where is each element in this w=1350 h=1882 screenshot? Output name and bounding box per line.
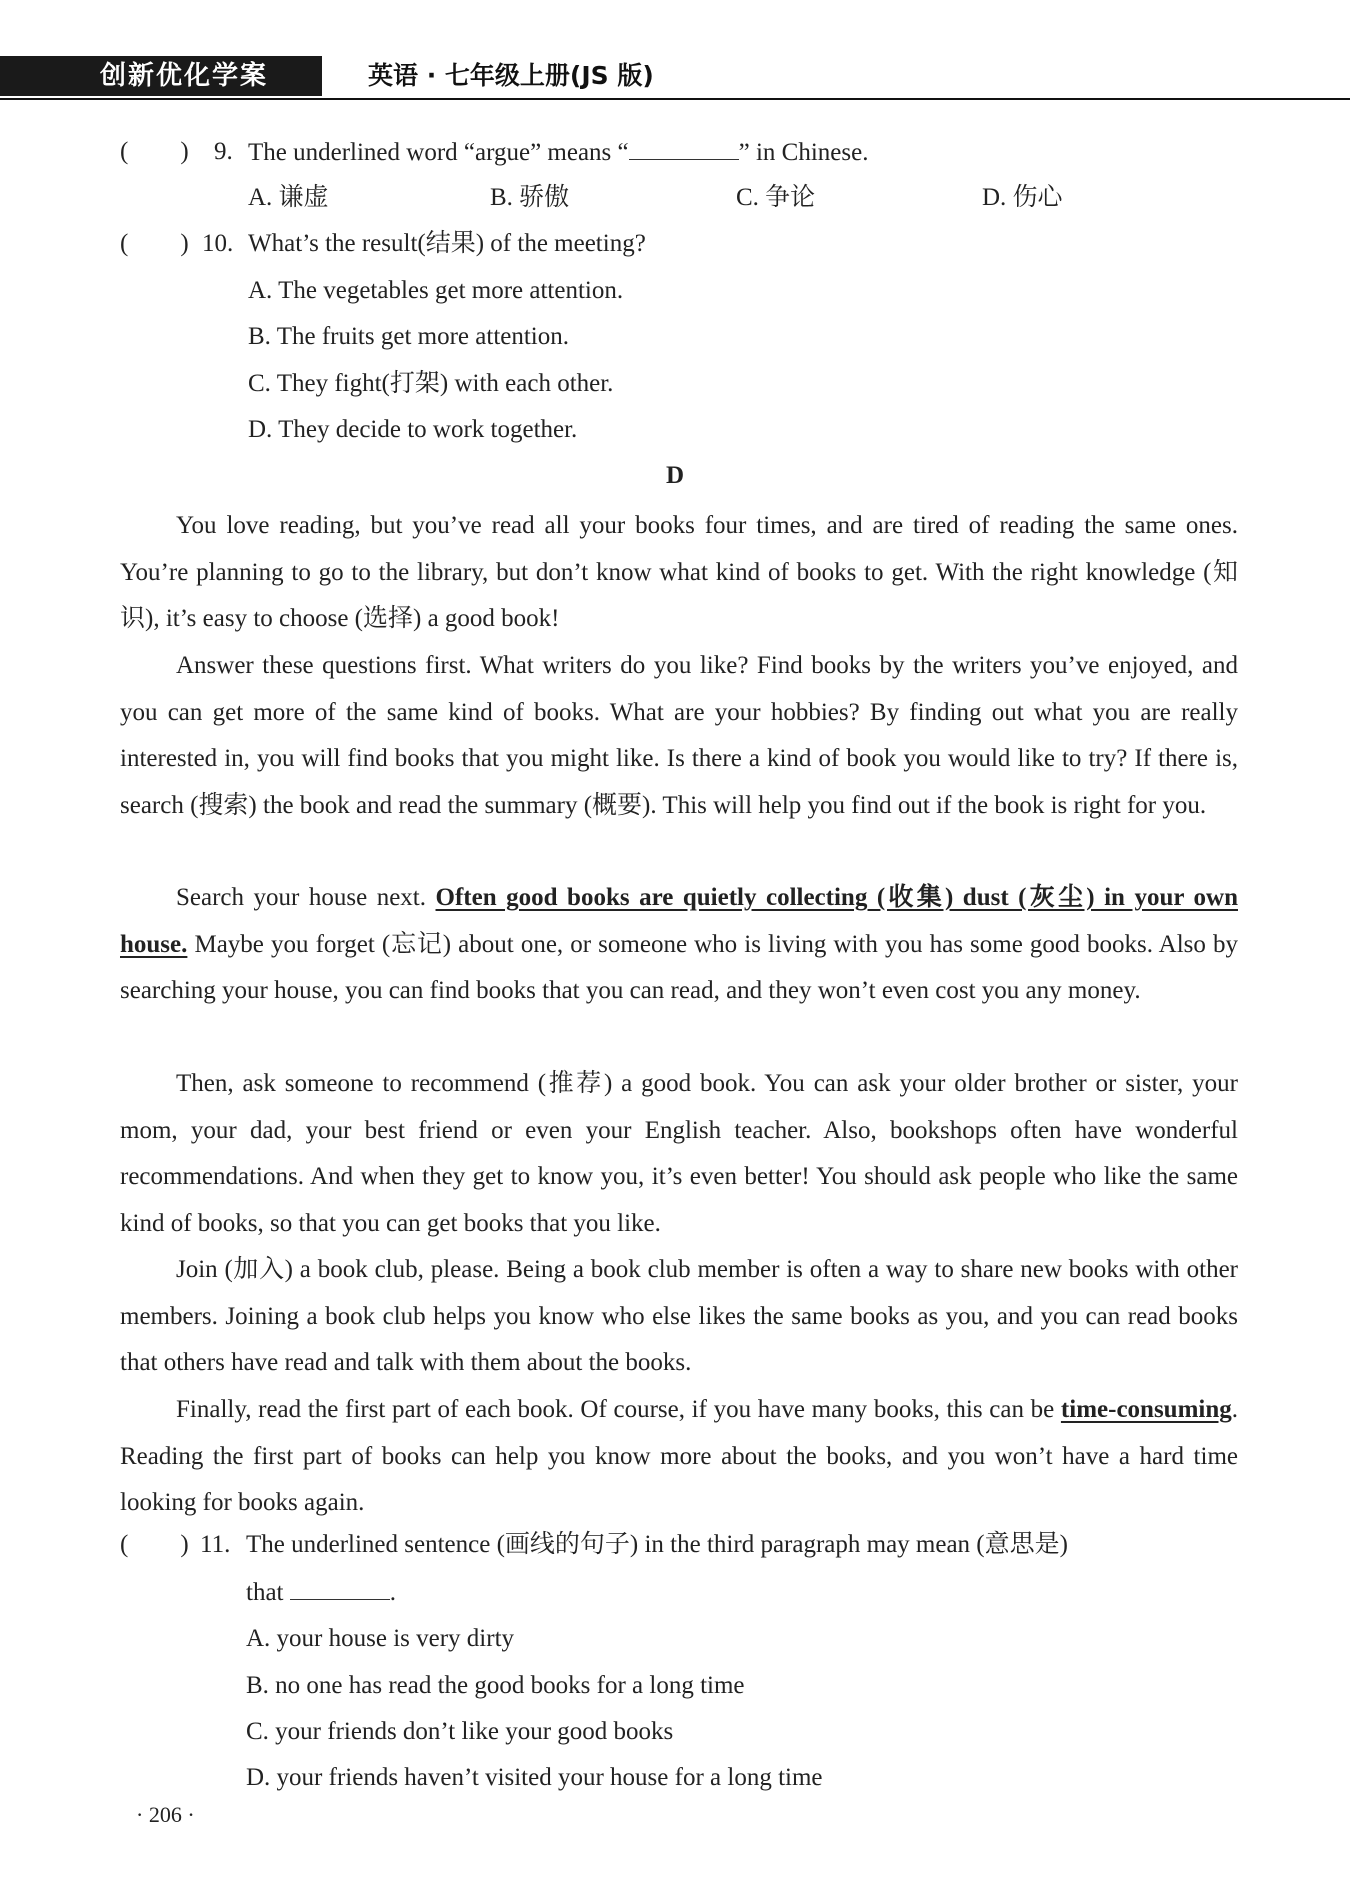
question-11-continued: that . xyxy=(246,1579,396,1606)
option-d: D. 伤心 xyxy=(982,184,1063,211)
option-b: B. The fruits get more attention. xyxy=(248,323,569,350)
question-number: 9. xyxy=(214,138,233,165)
option-c: C. 争论 xyxy=(736,184,816,211)
passage-title: D xyxy=(666,462,685,489)
option-a: A. 谦虚 xyxy=(248,184,329,211)
question-number: 10. xyxy=(202,230,234,257)
option-d: D. They decide to work together. xyxy=(248,416,578,443)
question-number: 11. xyxy=(200,1531,231,1558)
paragraph-2: Answer these questions first. What writers do you like? Find books by the writers you’ve enjoyed, and you can get more of the same kind of books. What are your hobbies? By finding out what you are really interested in, you will find books that you might like. Is there a kind of book you would like to try? If there is, search (搜索) the book and read the summary (概要). This will help you find out if the book is right for you. xyxy=(120,652,1238,819)
paragraph-6: Finally, read the first part of each book. Of course, if you have many books, this can be time-consuming. Reading the first part of books can help you know more about the books, and you won’t have a hard time looking for books again. xyxy=(120,1396,1238,1517)
answer-blank xyxy=(629,137,739,160)
paragraph-4: Then, ask someone to recommend (推荐) a good book. You can ask your older brother or sister, your mom, your dad, your best friend or even your English teacher. Also, bookshops often have wonderful recommendations. And when they get to know you, it’s even better! You should ask people who like the same kind of books, so that you can get books that you like. xyxy=(120,1070,1238,1237)
underlined-word: time-consuming xyxy=(1060,1396,1232,1423)
answer-bracket: ( ) xyxy=(120,138,189,165)
book-title: 英语 · 七年级上册(JS 版) xyxy=(368,61,654,90)
answer-bracket: ( ) xyxy=(120,230,189,257)
option-b: B. 骄傲 xyxy=(490,184,570,211)
option-c: C. your friends don’t like your good books xyxy=(246,1718,674,1745)
page-header xyxy=(0,56,1350,100)
question-text: The underlined word “argue” means “ ” in Chinese. xyxy=(248,139,869,166)
option-d: D. your friends haven’t visited your house for a long time xyxy=(246,1764,823,1791)
option-a: A. your house is very dirty xyxy=(246,1625,515,1652)
option-c: C. They fight(打架) with each other. xyxy=(248,370,614,397)
underlined-sentence: Often good books are quietly collecting (收集) dust (灰尘) in your own house. xyxy=(120,884,1238,958)
paragraph-3: Search your house next. Often good books are quietly collecting (收集) dust (灰尘) in your own house. Maybe you forget (忘记) about one, or someone who is living with you has some good books. Also by searching your house, you can find books that you can read, and they won’t even cost you any money. xyxy=(120,884,1238,1005)
brand-logo: 创新优化学案 xyxy=(0,56,322,96)
option-b: B. no one has read the good books for a long time xyxy=(246,1672,745,1699)
question-text: What’s the result(结果) of the meeting? xyxy=(248,230,646,257)
page-number: · 206 · xyxy=(136,1802,195,1827)
answer-bracket: ( ) xyxy=(120,1531,189,1558)
option-a: A. The vegetables get more attention. xyxy=(248,277,624,304)
question-text: The underlined sentence (画线的句子) in the third paragraph may mean (意思是) xyxy=(246,1531,1068,1558)
answer-blank xyxy=(290,1577,390,1600)
paragraph-5: Join (加入) a book club, please. Being a book club member is often a way to share new books with other members. Joining a book club helps you know who else likes the same books as you, and you can read books that others have read and talk with them about the books. xyxy=(120,1256,1238,1377)
paragraph-1: You love reading, but you’ve read all your books four times, and are tired of reading the same ones. You’re planning to go to the library, but don’t know what kind of books to get. With the right knowledge (知识), it’s easy to choose (选择) a good book! xyxy=(120,512,1238,633)
